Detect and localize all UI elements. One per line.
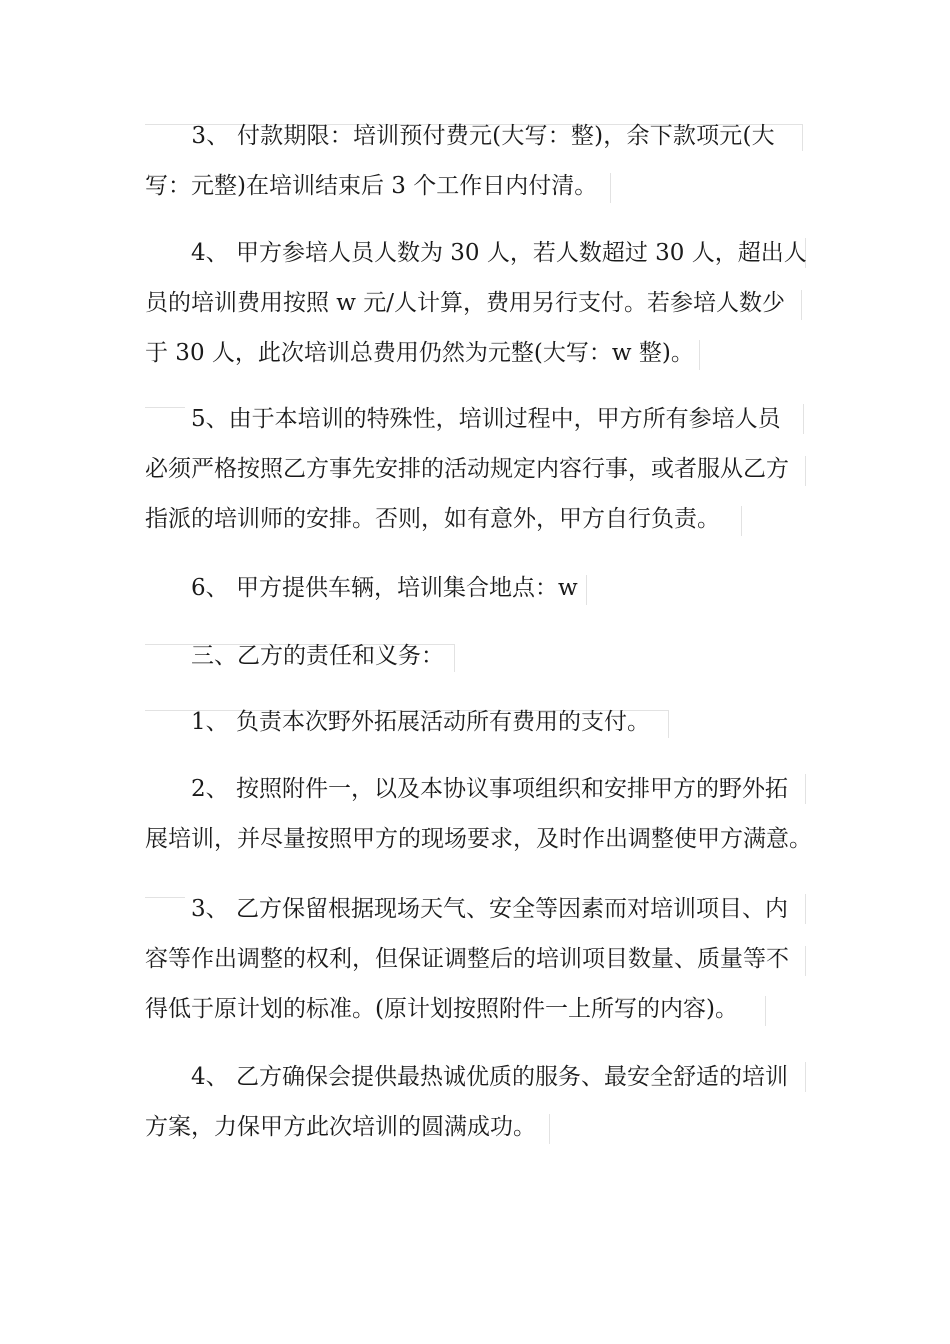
text-line: 3、 乙方保留根据现场天气、安全等因素而对培训项目、内 <box>145 896 788 922</box>
text-line: 容等作出调整的权利，但保证调整后的培训项目数量、质量等不 <box>145 946 789 972</box>
text-line: 于 30 人，此次培训总费用仍然为元整(大写：w 整)。 <box>145 340 694 366</box>
text-line: 方案，力保甲方此次培训的圆满成功。 <box>145 1114 536 1140</box>
text-line: 得低于原计划的标准。(原计划按照附件一上所写的内容)。 <box>145 996 738 1022</box>
text-line: 4、 乙方确保会提供最热诚优质的服务、最安全舒适的培训 <box>145 1064 788 1090</box>
text-line: 1、 负责本次野外拓展活动所有费用的支付。 <box>145 709 650 735</box>
text-line: 2、 按照附件一，以及本协议事项组织和安排甲方的野外拓 <box>145 776 788 802</box>
section-heading: 三、乙方的责任和义务： <box>145 643 444 669</box>
text-line: 6、 甲方提供车辆，培训集合地点：w <box>145 575 578 601</box>
text-line: 3、 付款期限：培训预付费元(大写：整)，余下款项元(大 <box>145 123 775 149</box>
text-line: 展培训，并尽量按照甲方的现场要求，及时作出调整使甲方满意。 <box>145 826 812 852</box>
text-line: 5、由于本培训的特殊性，培训过程中，甲方所有参培人员 <box>145 406 781 432</box>
text-line: 4、 甲方参培人员人数为 30 人，若人数超过 30 人，超出人 <box>145 240 807 266</box>
text-line: 指派的培训师的安排。否则，如有意外，甲方自行负责。 <box>145 506 720 532</box>
text-line: 写：元整)在培训结束后 3 个工作日内付清。 <box>145 173 598 199</box>
text-line: 员的培训费用按照 w 元/人计算，费用另行支付。若参培人数少 <box>145 290 786 316</box>
text-line: 必须严格按照乙方事先安排的活动规定内容行事，或者服从乙方 <box>145 456 789 482</box>
